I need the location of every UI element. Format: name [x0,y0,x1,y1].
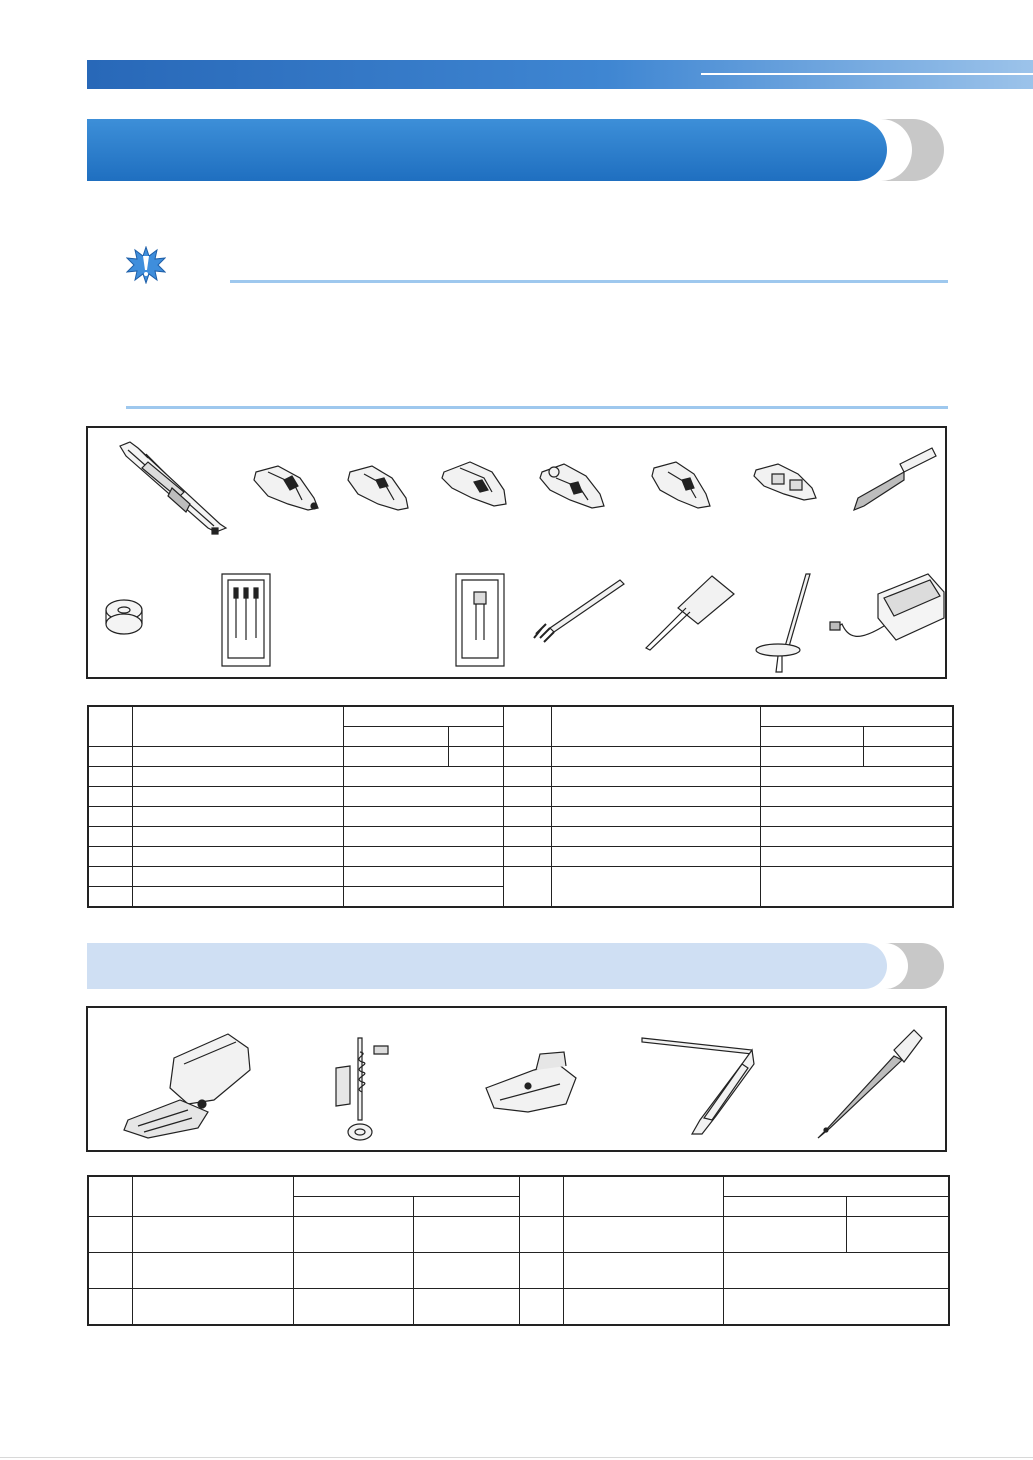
table-cell [723,1253,949,1289]
table-cell [760,827,953,847]
monogramming-foot-icon [348,466,408,510]
quilting-foot-icon [336,1038,388,1140]
table-cell [88,827,132,847]
table-cell [551,867,760,908]
bobbin-icon [106,600,142,634]
table-cell [343,887,503,908]
table-cell [760,727,863,747]
table-row [88,767,953,787]
table-cell [563,1217,723,1253]
table-cell [88,747,132,767]
table-cell [293,1176,519,1197]
table-cell [88,867,132,887]
table-row [88,807,953,827]
table-cell [343,827,503,847]
note-divider-top [230,280,948,283]
table-cell [132,767,343,787]
zigzag-foot-icon [540,464,604,508]
table-cell [132,747,343,767]
table-cell [760,807,953,827]
spool-pin-icon [756,574,810,672]
table-cell [551,747,760,767]
table-cell [132,867,343,887]
table-cell [413,1289,519,1326]
table-cell [293,1289,413,1326]
table-cell [503,767,551,787]
table-cell [760,747,863,767]
table-cell [132,1253,293,1289]
buttonhole-foot-icon [120,442,226,534]
table-cell [88,1253,132,1289]
table-cell [503,827,551,847]
table-cell [503,867,551,908]
table-cell [863,727,953,747]
table-cell [723,1197,846,1217]
table-cell [760,787,953,807]
table-cell [519,1289,563,1326]
twin-needle-icon [456,574,504,666]
table-cell [846,1197,949,1217]
header-bar [87,60,1033,89]
table-cell [863,747,953,767]
walking-foot-icon [124,1034,250,1138]
cleaning-brush-icon [534,580,624,642]
quarter-inch-foot-icon [486,1052,576,1112]
note-divider-bottom [126,406,948,409]
table-cell [723,1217,846,1253]
table-row [88,1253,949,1289]
table-cell [551,847,760,867]
foot-controller-icon [830,574,944,640]
zipper-foot-icon [442,462,506,506]
table-cell [343,867,503,887]
table-cell [132,1289,293,1326]
table-cell [343,767,503,787]
table-cell [293,1197,413,1217]
table-cell [88,887,132,908]
table-cell [723,1176,949,1197]
table-cell [343,727,448,747]
table-cell [132,787,343,807]
needle-set-icon [222,574,270,666]
table-row [88,1217,949,1253]
table-cell [413,1217,519,1253]
table-cell [88,787,132,807]
screwdriver-icon [646,576,734,650]
table-cell [413,1253,519,1289]
header-bar-line [701,73,1033,75]
table-cell [343,807,503,827]
table-cell [88,1217,132,1253]
table-cell [88,767,132,787]
table-cell [563,1289,723,1326]
table-cell [413,1197,519,1217]
table-cell [723,1289,949,1326]
table-cell [448,727,503,747]
blind-stitch-foot-icon [652,462,710,508]
table-cell [88,706,132,747]
table-cell [503,847,551,867]
table-cell [132,887,343,908]
table-cell [760,867,953,908]
table-cell [563,1253,723,1289]
table-cell [343,787,503,807]
table-header-row [88,706,953,727]
table-cell [519,1253,563,1289]
table-cell [293,1217,413,1253]
table-cell [132,1217,293,1253]
table-cell [760,706,953,727]
table-cell [551,827,760,847]
table-cell [132,827,343,847]
table-row [88,827,953,847]
table-row [88,1289,949,1326]
footer-line [0,1457,1033,1458]
table-cell [132,1176,293,1217]
table-cell [343,706,503,727]
table-cell [519,1176,563,1217]
table-row [88,787,953,807]
table-cell [503,787,551,807]
table-cell [551,767,760,787]
table-cell [293,1253,413,1289]
table-cell [760,767,953,787]
note-star-icon [126,246,166,284]
seam-ripper-icon [854,448,936,510]
table-cell [343,847,503,867]
table-row [88,747,953,767]
overcasting-foot-icon [254,466,318,510]
button-fitting-foot-icon [754,464,816,500]
table-cell [88,847,132,867]
table-row [88,867,953,887]
optional-accessories-panel [86,1006,947,1152]
table-cell [846,1217,949,1253]
table-cell [519,1217,563,1253]
table-cell [551,787,760,807]
section-heading-bar [87,119,887,181]
table-cell [88,1176,132,1217]
table-cell [88,1289,132,1326]
included-parts-table [87,705,954,908]
table-cell [343,747,448,767]
table-cell [503,747,551,767]
table-cell [551,807,760,827]
table-cell [88,807,132,827]
table-cell [132,807,343,827]
quilting-guide-icon [642,1038,754,1134]
included-parts-panel [86,426,947,679]
table-cell [551,706,760,747]
sub-heading-bar [87,943,887,989]
table-cell [563,1176,723,1217]
table-cell [132,847,343,867]
table-cell [503,706,551,747]
table-cell [132,706,343,747]
table-header-row [88,1176,949,1197]
table-cell [503,807,551,827]
table-cell [448,747,503,767]
table-row [88,847,953,867]
optional-accessories-table [87,1175,950,1326]
seam-ripper-tool-icon [818,1030,922,1138]
table-cell [760,847,953,867]
